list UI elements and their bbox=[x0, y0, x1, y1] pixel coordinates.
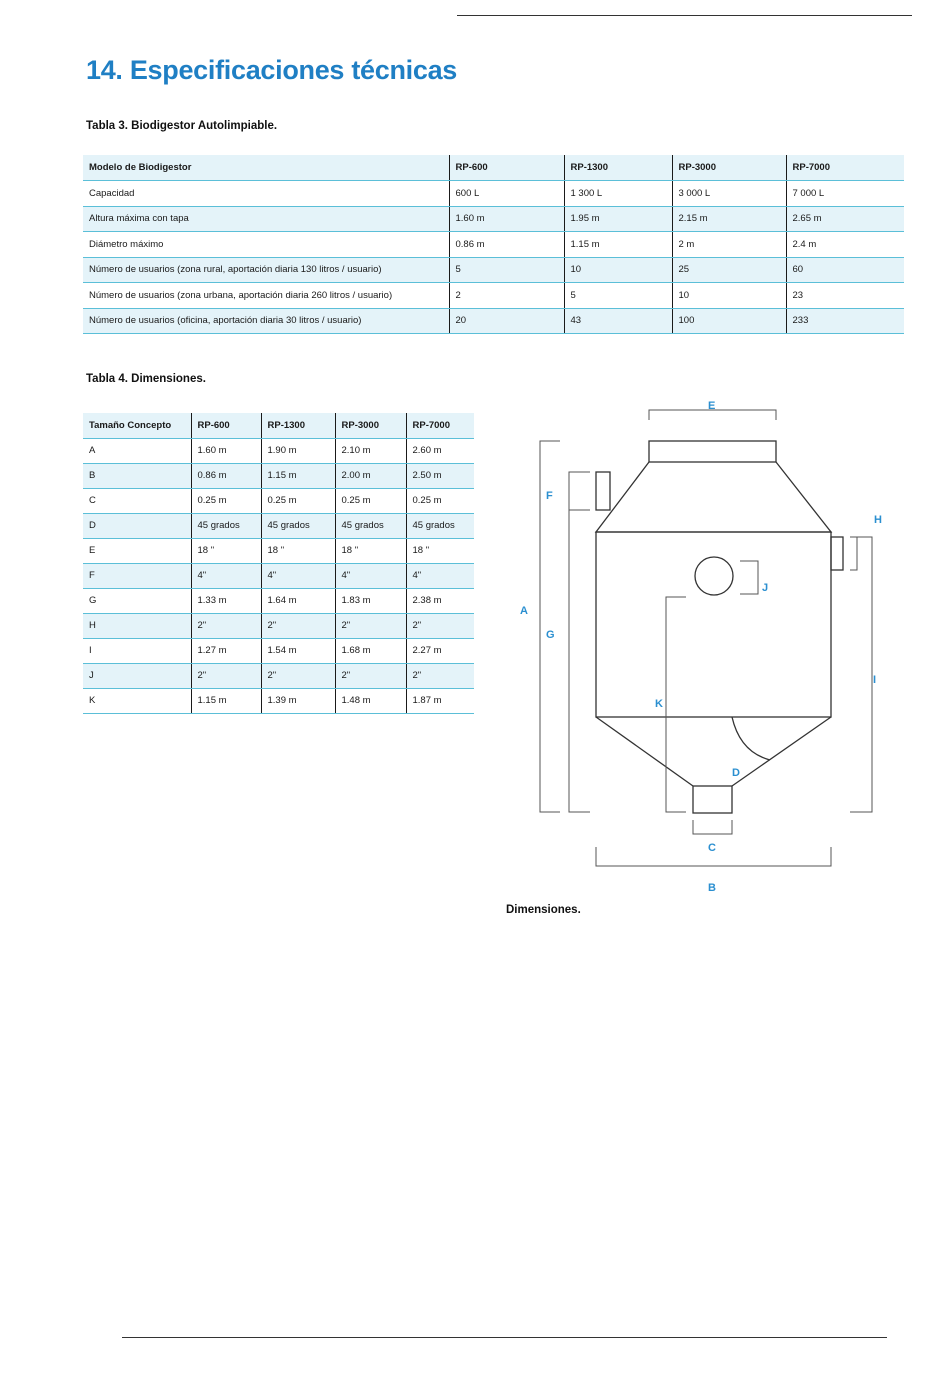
table-cell: 1.95 m bbox=[564, 206, 672, 232]
label-j: J bbox=[762, 582, 769, 594]
table-row bbox=[83, 588, 474, 613]
table-cell: 1.15 m bbox=[261, 463, 335, 488]
table-cell: 2.27 m bbox=[406, 638, 474, 663]
row-label-cell: E bbox=[83, 538, 191, 563]
label-i: I bbox=[873, 674, 877, 686]
table-cell: 2.38 m bbox=[406, 588, 474, 613]
angle-d-arc bbox=[732, 717, 770, 760]
dimension-j-line bbox=[740, 561, 758, 594]
label-h: H bbox=[874, 514, 882, 526]
row-label-cell: Diámetro máximo bbox=[83, 232, 449, 258]
dimension-k-line bbox=[666, 597, 686, 812]
table-cell: 1.83 m bbox=[335, 588, 406, 613]
table-cell: 1.39 m bbox=[261, 688, 335, 713]
table-cell: 1.33 m bbox=[191, 588, 261, 613]
table-cell: 18 " bbox=[261, 538, 335, 563]
table-cell: 1.68 m bbox=[335, 638, 406, 663]
table-cell: 5 bbox=[449, 257, 564, 283]
outlet-h-shape bbox=[831, 537, 843, 570]
table-cell: 2.60 m bbox=[406, 438, 474, 463]
label-g: G bbox=[546, 629, 555, 641]
table-cell: 4" bbox=[406, 563, 474, 588]
specifications-table bbox=[83, 155, 904, 334]
label-e: E bbox=[708, 400, 716, 412]
table-cell: 1 300 L bbox=[564, 181, 672, 207]
table-cell: 20 bbox=[449, 308, 564, 334]
row-label-cell: Número de usuarios (oficina, aportación diaria 30 litros / usuario) bbox=[83, 308, 449, 334]
row-label-cell: Número de usuarios (zona urbana, aportación diaria 260 litros / usuario) bbox=[83, 283, 449, 309]
table-row bbox=[83, 232, 904, 258]
table-cell: 1.90 m bbox=[261, 438, 335, 463]
table-cell: 2.00 m bbox=[335, 463, 406, 488]
table-cell: 0.86 m bbox=[191, 463, 261, 488]
table-header-row bbox=[83, 413, 474, 438]
table-row bbox=[83, 688, 474, 713]
table-cell: 100 bbox=[672, 308, 786, 334]
table-cell: 2" bbox=[406, 613, 474, 638]
column-header: RP-7000 bbox=[786, 155, 904, 181]
table-cell: 1.15 m bbox=[191, 688, 261, 713]
table-cell: 45 grados bbox=[261, 513, 335, 538]
table-row bbox=[83, 206, 904, 232]
table-cell: 1.54 m bbox=[261, 638, 335, 663]
table-cell: 18 " bbox=[191, 538, 261, 563]
biodigester-dimensions-diagram bbox=[505, 390, 905, 910]
table-cell: 43 bbox=[564, 308, 672, 334]
table-cell: 45 grados bbox=[191, 513, 261, 538]
table-cell: 2.50 m bbox=[406, 463, 474, 488]
dimension-h-line bbox=[850, 537, 857, 570]
table-cell: 18 " bbox=[406, 538, 474, 563]
table-cell: 2 bbox=[449, 283, 564, 309]
row-label-cell: F bbox=[83, 563, 191, 588]
table-cell: 2.10 m bbox=[335, 438, 406, 463]
row-label-cell: B bbox=[83, 463, 191, 488]
row-label-cell: Altura máxima con tapa bbox=[83, 206, 449, 232]
row-label-cell: A bbox=[83, 438, 191, 463]
page-title: 14. Especificaciones técnicas bbox=[86, 55, 458, 85]
row-label-cell: G bbox=[83, 588, 191, 613]
table-cell: 10 bbox=[564, 257, 672, 283]
row-label-cell: D bbox=[83, 513, 191, 538]
table-cell: 7 000 L bbox=[786, 181, 904, 207]
row-label-cell: Número de usuarios (zona rural, aportación diaria 130 litros / usuario) bbox=[83, 257, 449, 283]
column-header: RP-600 bbox=[191, 413, 261, 438]
table-row bbox=[83, 538, 474, 563]
table-cell: 1.60 m bbox=[449, 206, 564, 232]
lid-shape bbox=[649, 441, 776, 462]
table-row bbox=[83, 257, 904, 283]
table-cell: 1.27 m bbox=[191, 638, 261, 663]
column-header: Tamaño Concepto bbox=[83, 413, 191, 438]
table-cell: 1.64 m bbox=[261, 588, 335, 613]
inlet-j-shape bbox=[695, 557, 733, 595]
table-row bbox=[83, 638, 474, 663]
body-shape bbox=[596, 532, 831, 717]
inlet-f-shape bbox=[596, 472, 610, 510]
row-label-cell: H bbox=[83, 613, 191, 638]
table-cell: 233 bbox=[786, 308, 904, 334]
row-label-cell: J bbox=[83, 663, 191, 688]
table-cell: 2.4 m bbox=[786, 232, 904, 258]
upper-cone-shape bbox=[596, 462, 831, 532]
table-cell: 1.15 m bbox=[564, 232, 672, 258]
table-cell: 23 bbox=[786, 283, 904, 309]
table-cell: 45 grados bbox=[406, 513, 474, 538]
dimension-lines bbox=[540, 410, 872, 866]
table-cell: 1.87 m bbox=[406, 688, 474, 713]
table-cell: 2" bbox=[406, 663, 474, 688]
table-cell: 2" bbox=[261, 613, 335, 638]
table-row bbox=[83, 613, 474, 638]
table-row bbox=[83, 463, 474, 488]
table-cell: 25 bbox=[672, 257, 786, 283]
table-cell: 0.25 m bbox=[191, 488, 261, 513]
table-cell: 2.65 m bbox=[786, 206, 904, 232]
dimension-c-line bbox=[693, 820, 732, 834]
table-cell: 2" bbox=[335, 663, 406, 688]
table-cell: 2.15 m bbox=[672, 206, 786, 232]
dimension-labels bbox=[520, 400, 882, 894]
column-header: RP-600 bbox=[449, 155, 564, 181]
dimensions-table bbox=[83, 413, 474, 714]
column-header: RP-1300 bbox=[261, 413, 335, 438]
table-cell: 0.86 m bbox=[449, 232, 564, 258]
table-cell: 0.25 m bbox=[335, 488, 406, 513]
table-cell: 3 000 L bbox=[672, 181, 786, 207]
row-label-cell: K bbox=[83, 688, 191, 713]
tank-outline bbox=[596, 441, 843, 813]
column-header: RP-7000 bbox=[406, 413, 474, 438]
table-cell: 2" bbox=[191, 613, 261, 638]
table-row bbox=[83, 513, 474, 538]
table-row bbox=[83, 563, 474, 588]
table4-caption: Tabla 4. Dimensiones. bbox=[86, 373, 206, 385]
table-row bbox=[83, 488, 474, 513]
table-cell: 0.25 m bbox=[406, 488, 474, 513]
table-row bbox=[83, 308, 904, 334]
lower-cone-shape bbox=[596, 717, 831, 786]
column-header: RP-1300 bbox=[564, 155, 672, 181]
row-label-cell: Capacidad bbox=[83, 181, 449, 207]
diagram-caption: Dimensiones. bbox=[506, 904, 581, 916]
table-cell: 1.48 m bbox=[335, 688, 406, 713]
top-rule bbox=[457, 15, 912, 16]
table-cell: 2" bbox=[335, 613, 406, 638]
table-row bbox=[83, 438, 474, 463]
label-c: C bbox=[708, 842, 716, 854]
table-cell: 1.60 m bbox=[191, 438, 261, 463]
row-label-cell: I bbox=[83, 638, 191, 663]
table-cell: 2" bbox=[191, 663, 261, 688]
table-cell: 18 " bbox=[335, 538, 406, 563]
table-cell: 60 bbox=[786, 257, 904, 283]
bottom-rule bbox=[122, 1337, 887, 1338]
dimension-f-line bbox=[569, 472, 590, 510]
table-row bbox=[83, 283, 904, 309]
column-header: RP-3000 bbox=[672, 155, 786, 181]
table-cell: 4" bbox=[261, 563, 335, 588]
dimension-i-line bbox=[850, 537, 872, 812]
table-row bbox=[83, 663, 474, 688]
label-a: A bbox=[520, 605, 528, 617]
table-row bbox=[83, 181, 904, 207]
table-cell: 45 grados bbox=[335, 513, 406, 538]
table-cell: 2 m bbox=[672, 232, 786, 258]
table3-caption: Tabla 3. Biodigestor Autolimpiable. bbox=[86, 120, 278, 132]
label-b: B bbox=[708, 882, 716, 894]
table-cell: 4" bbox=[335, 563, 406, 588]
table-cell: 2" bbox=[261, 663, 335, 688]
column-header: RP-3000 bbox=[335, 413, 406, 438]
label-d: D bbox=[732, 767, 740, 779]
outlet-shape bbox=[693, 786, 732, 813]
label-k: K bbox=[655, 698, 663, 710]
table-cell: 4" bbox=[191, 563, 261, 588]
table-cell: 5 bbox=[564, 283, 672, 309]
dimension-g-line bbox=[569, 510, 590, 812]
table-cell: 10 bbox=[672, 283, 786, 309]
table-header-row bbox=[83, 155, 904, 181]
column-header: Modelo de Biodigestor bbox=[83, 155, 449, 181]
label-f: F bbox=[546, 490, 553, 502]
table-cell: 600 L bbox=[449, 181, 564, 207]
row-label-cell: C bbox=[83, 488, 191, 513]
table-cell: 0.25 m bbox=[261, 488, 335, 513]
